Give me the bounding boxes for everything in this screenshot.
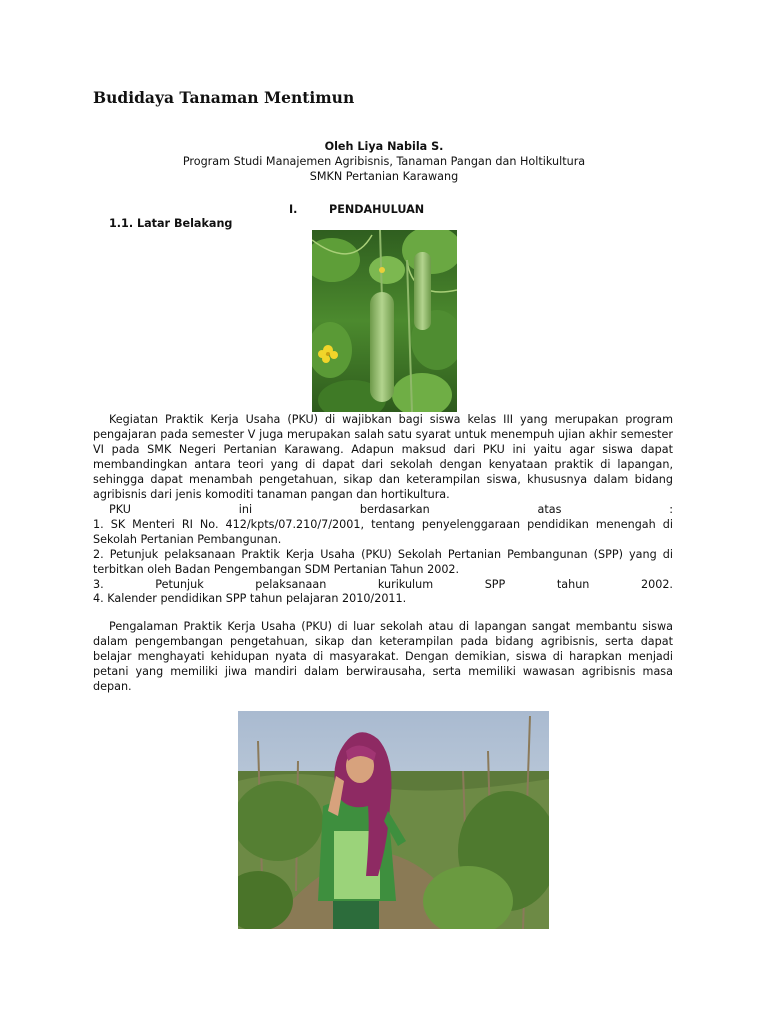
list-item: 4. Kalender pendidikan SPP tahun pelajaran 2010/2011.	[93, 592, 407, 606]
paragraph-intro: Kegiatan Praktik Kerja Usaha (PKU) di wajibkan bagi siswa kelas III yang merupakan program pengajaran pada semester V juga merupakan salah satu syarat untuk menempuh ujian akhir semester VI pada SMK Negeri Pertanian Karawang. Adapun maksud dari PKU ini yaitu agar siswa dapat membandingkan antara teori yang di dapat dari sekolah dengan kenyataan praktik di lapangan, sehingga dapat menambah pengetahuan, sikap dan keterampilan siswa, khususnya dalam bidang agribisnis dari jenis komoditi tanaman pangan dan hortikultura.	[93, 413, 673, 501]
section-title: PENDAHULUAN	[329, 203, 425, 216]
author-line: Oleh Liya Nabila S.	[324, 140, 444, 153]
section-number: I.	[289, 203, 298, 216]
document-title: Budidaya Tanaman Mentimun	[93, 88, 355, 107]
list-item: 2. Petunjuk pelaksanaan Praktik Kerja Usaha (PKU) Sekolah Pertanian Pembangunan (SPP) yang di terbitkan oleh Badan Pengembangan SDM Pertanian Tahun 2002.	[93, 547, 673, 576]
paragraph-experience: Pengalaman Praktik Kerja Usaha (PKU) di luar sekolah atau di lapangan sangat membantu siswa dalam pengembangan pengetahuan, sikap dan keterampilan pada bidang agribisnis, serta dapat belajar menghayati kehidupan nyata di masyarakat. Dengan demikian, siswa di harapkan menjadi petani yang memiliki jiwa mandiri dalam berwirausaha, serta memiliki wawasan agribisnis masa depan.	[93, 620, 673, 693]
basis-list	[93, 503, 673, 606]
list-item: 1. SK Menteri RI No. 412/kpts/07.210/7/2001, tentang penyelenggaraan pendidikan menengah di Sekolah Pertanian Pembangunan.	[93, 517, 673, 546]
subsection-heading: 1.1. Latar Belakang	[109, 217, 233, 230]
school-line: SMKN Pertanian Karawang	[309, 170, 459, 183]
basis-intro: PKU ini berdasarkan atas :	[109, 503, 673, 516]
list-item: 3. Petunjuk pelaksanaan kurikulum SPP tahun 2002.	[93, 577, 673, 591]
program-line: Program Studi Manajemen Agribisnis, Tanaman Pangan dan Holtikultura	[182, 155, 586, 168]
student-in-cucumber-field-photo	[238, 711, 549, 929]
cucumber-plant-photo	[312, 230, 457, 412]
